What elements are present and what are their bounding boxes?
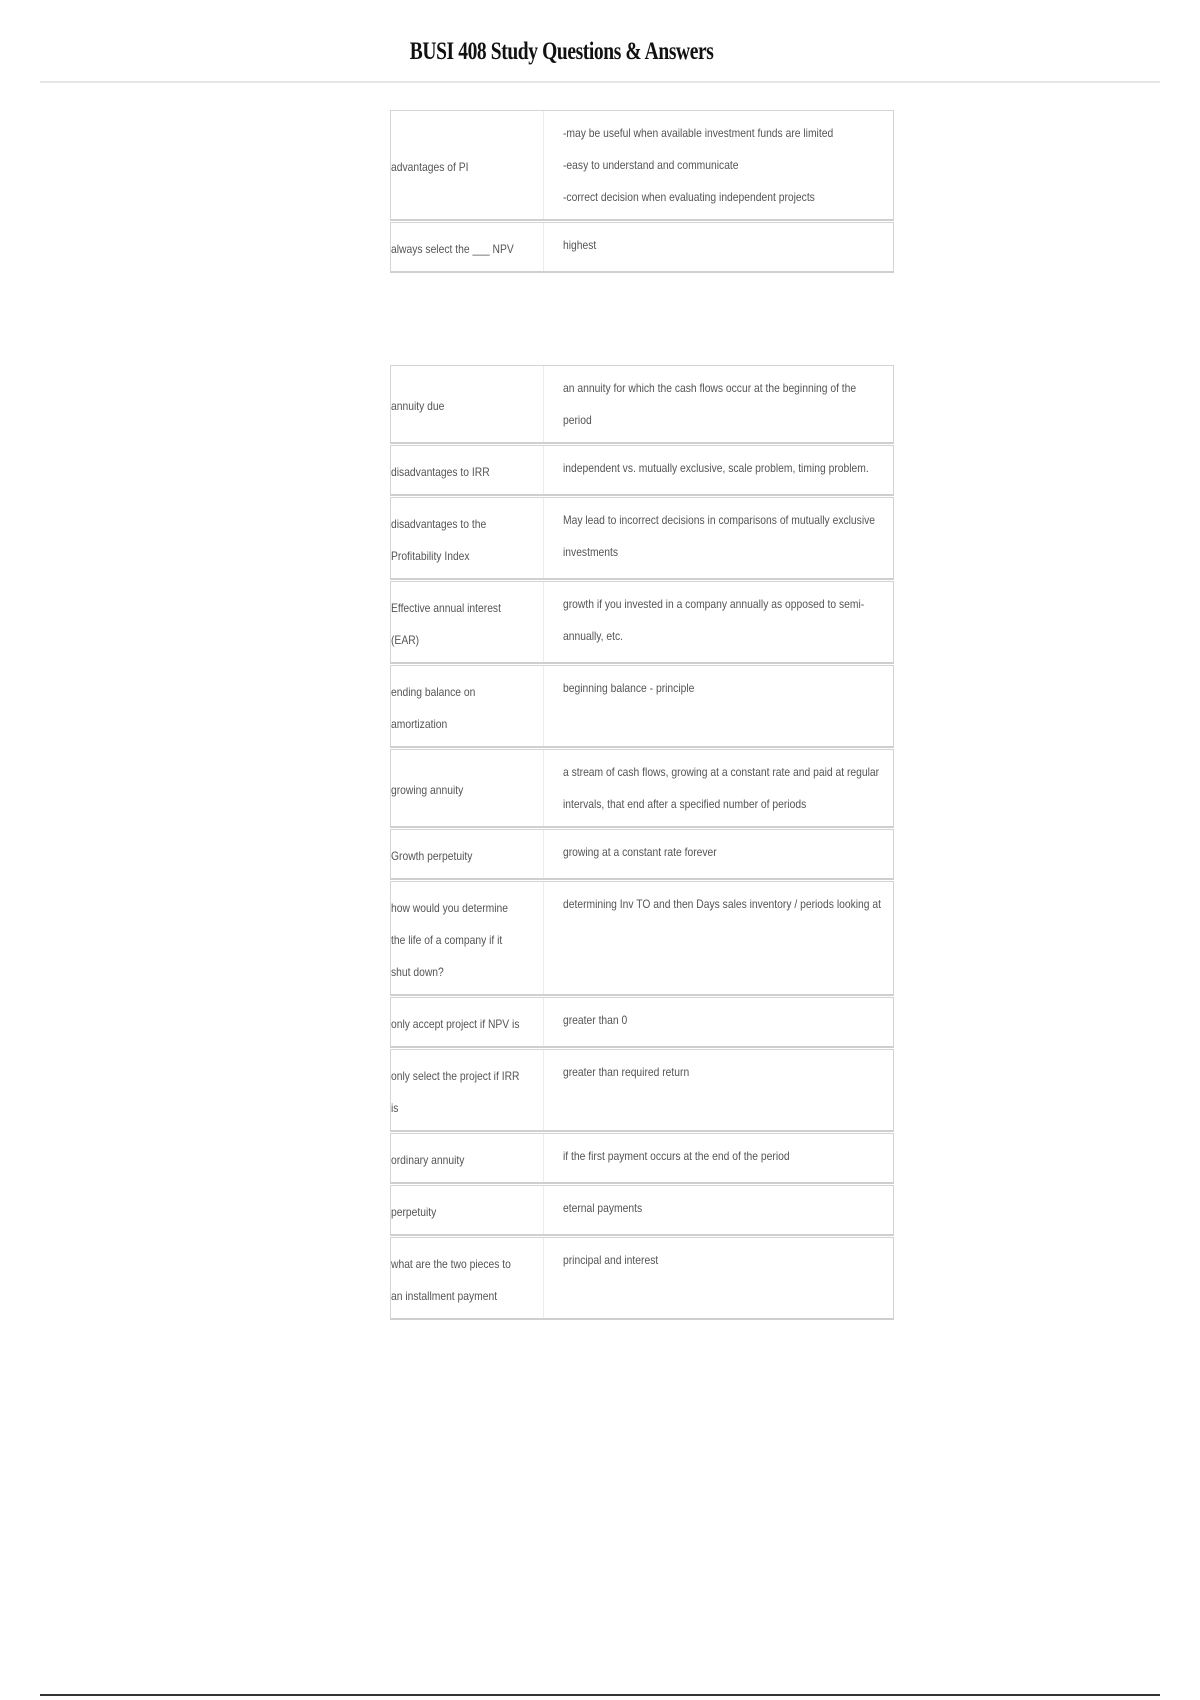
term-cell [391, 998, 544, 1046]
definition-text: May lead to incorrect decisions in comparisons of mutually exclusive investments [563, 513, 876, 559]
term-text: Effective annual interest (EAR) [391, 601, 501, 647]
table-row [390, 829, 894, 880]
definition-text: a stream of cash flows, growing at a constant rate and paid at regular intervals, that end after a specified number of periods [563, 765, 880, 811]
term-cell [391, 1134, 544, 1182]
term-text: only accept project if NPV is [391, 1017, 520, 1031]
term-text: ending balance on amortization [391, 685, 476, 731]
table-row [390, 1133, 894, 1184]
table-row [390, 881, 894, 996]
definition-cell [544, 446, 893, 494]
table-row [390, 997, 894, 1048]
definition-cell [544, 111, 893, 219]
term-text: ordinary annuity [391, 1153, 465, 1167]
term-text: Growth perpetuity [391, 849, 473, 863]
term-text: advantages of PI [391, 160, 469, 174]
footer-divider [40, 1694, 1160, 1696]
definition-text: highest [563, 238, 597, 252]
term-text: annuity due [391, 399, 445, 413]
term-text: disadvantages to the Profitability Index [391, 517, 487, 563]
term-cell [391, 366, 544, 442]
definition-text: growing at a constant rate forever [563, 845, 717, 859]
table-row [390, 1049, 894, 1132]
definition-text: principal and interest [563, 1253, 659, 1267]
table-row [390, 749, 894, 828]
definition-cell [544, 498, 893, 578]
term-cell [391, 1186, 544, 1234]
definition-text: if the first payment occurs at the end of the period [563, 1149, 790, 1163]
header-divider [40, 81, 1160, 83]
definition-cell [544, 830, 893, 878]
table-row [390, 1185, 894, 1236]
term-cell [391, 1050, 544, 1130]
table-row [390, 365, 894, 444]
document-title: BUSI 408 Study Questions & Answers [409, 38, 714, 65]
definition-text: determining Inv TO and then Days sales inventory / periods looking at [563, 897, 881, 911]
definition-cell [544, 366, 893, 442]
definition-cell [544, 1050, 893, 1130]
definition-cell [544, 750, 893, 826]
definition-text: eternal payments [563, 1201, 643, 1215]
term-cell [391, 830, 544, 878]
definition-text: -may be useful when available investment funds are limited -easy to understand and communicate -correct decision when evaluating independent projects [563, 126, 834, 204]
table-row [390, 1237, 894, 1320]
definition-text: independent vs. mutually exclusive, scale problem, timing problem. [563, 461, 869, 475]
definition-text: greater than 0 [563, 1013, 628, 1027]
definition-cell [544, 666, 893, 746]
definition-cell [544, 1186, 893, 1234]
term-cell [391, 882, 544, 994]
term-cell [391, 1238, 544, 1318]
term-cell [391, 498, 544, 578]
table-row [390, 445, 894, 496]
term-cell [391, 111, 544, 219]
term-text: perpetuity [391, 1205, 437, 1219]
term-text: growing annuity [391, 783, 464, 797]
definition-cell [544, 1134, 893, 1182]
term-cell [391, 446, 544, 494]
table-row [390, 222, 894, 273]
table-row [390, 581, 894, 664]
term-cell [391, 750, 544, 826]
definition-cell [544, 998, 893, 1046]
term-text: disadvantages to IRR [391, 465, 490, 479]
definition-cell [544, 1238, 893, 1318]
table-row [390, 110, 894, 221]
definition-text: an annuity for which the cash flows occur at the beginning of the period [563, 381, 857, 427]
table-row [390, 665, 894, 748]
qa-table-2 [390, 365, 894, 1321]
definition-text: greater than required return [563, 1065, 690, 1079]
qa-table-1 [390, 110, 894, 274]
term-cell [391, 666, 544, 746]
definition-cell [544, 882, 893, 994]
term-text: only select the project if IRR is [391, 1069, 520, 1115]
term-cell [391, 582, 544, 662]
term-text: what are the two pieces to an installment payment [391, 1257, 511, 1303]
term-text: always select the ___ NPV [391, 242, 514, 256]
table-row [390, 497, 894, 580]
term-text: how would you determine the life of a company if it shut down? [391, 901, 509, 979]
definition-text: growth if you invested in a company annually as opposed to semi-annually, etc. [563, 597, 865, 643]
definition-cell [544, 223, 893, 271]
term-cell [391, 223, 544, 271]
definition-text: beginning balance - principle [563, 681, 695, 695]
definition-cell [544, 582, 893, 662]
